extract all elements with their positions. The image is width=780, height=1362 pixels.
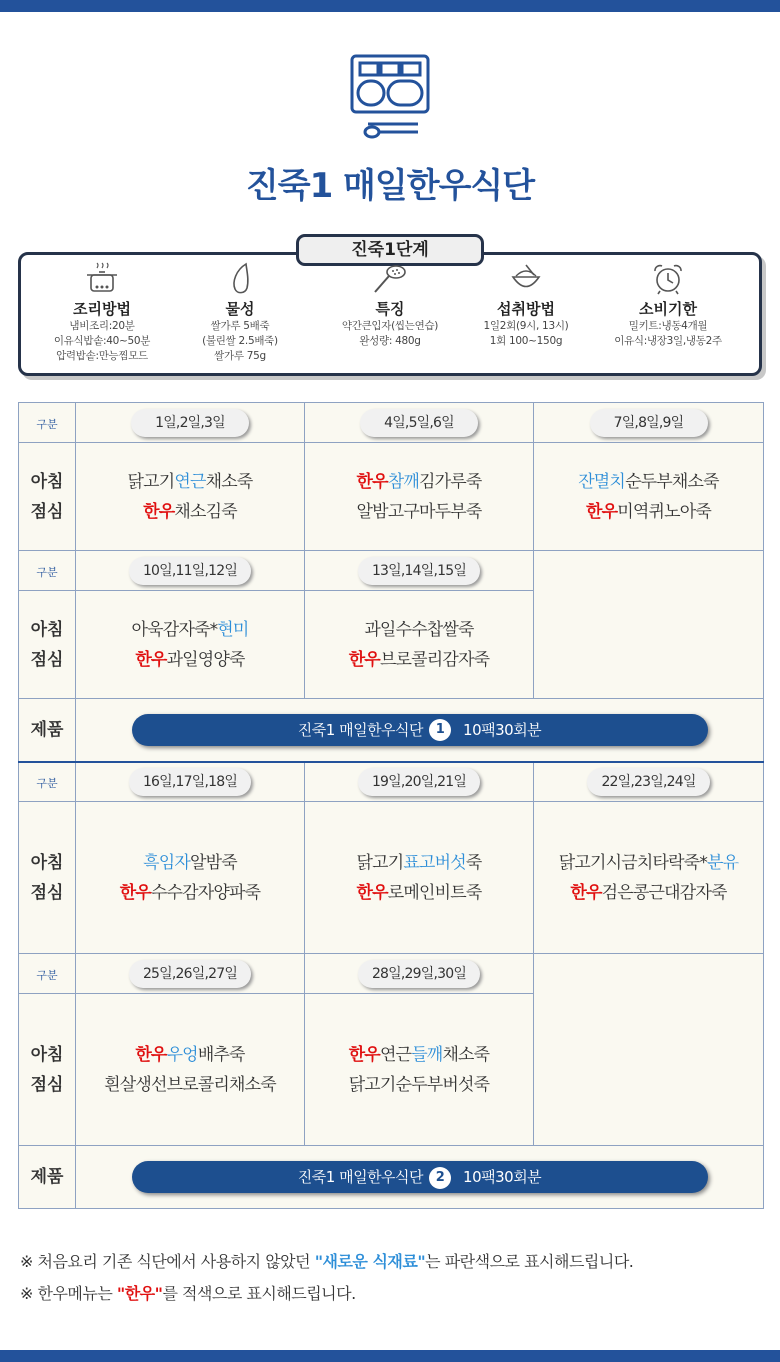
menu-text: 채소죽 <box>205 471 253 492</box>
breakfast-menu <box>305 1040 533 1070</box>
product-label: 제품 <box>19 699 76 762</box>
pot-icon <box>84 262 120 296</box>
menu-text: 미역퀴노아죽 <box>617 501 711 522</box>
info-label: 소비기한 <box>639 300 697 318</box>
days-row <box>19 403 764 443</box>
bottom-bar <box>0 1350 780 1362</box>
days-cell <box>305 762 534 802</box>
meals-row <box>19 443 764 551</box>
days-cell <box>534 403 764 443</box>
menu-text: 잔멸치 <box>578 471 626 492</box>
meal-labels <box>19 994 76 1146</box>
days-pill: 19일,20일,21일 <box>358 768 480 796</box>
info-label: 섭취방법 <box>497 300 555 318</box>
meal-cell <box>76 994 305 1146</box>
lunch-menu <box>305 1070 533 1100</box>
meal-cell <box>305 994 534 1146</box>
breakfast-menu <box>305 615 533 645</box>
days-cell <box>305 954 534 994</box>
info-line: 냄비조리:20분 <box>69 320 135 332</box>
days-cell <box>76 551 305 591</box>
info-line: 밀키트:냉동4개월 <box>628 320 708 332</box>
notes <box>20 1246 760 1310</box>
breakfast-menu <box>76 615 304 645</box>
breakfast-menu <box>534 848 763 878</box>
stage-tab: 진죽1단계 <box>296 234 484 266</box>
lunch-label: 점심 <box>30 501 64 522</box>
product-row <box>19 1146 764 1209</box>
breakfast-menu <box>305 848 533 878</box>
menu-text: 로메인비트죽 <box>387 882 482 903</box>
note-new-ingredient: ※ 처음요리 기존 식단에서 사용하지 않았던 "새로운 식재료"는 파란색으로 표시해드립니다. <box>20 1252 634 1271</box>
product-number-badge: 1 <box>429 719 451 741</box>
menu-text: 한우 <box>135 649 167 670</box>
product-bar <box>132 714 708 746</box>
days-row <box>19 954 764 994</box>
menu-text: 한우 <box>119 882 151 903</box>
rice-scoop-icon <box>372 262 408 296</box>
menu-text: 닭고기 <box>127 471 175 492</box>
meal-cell <box>305 802 534 954</box>
bowl-icon <box>508 262 544 296</box>
lunch-menu <box>305 645 533 675</box>
info-line: 1회 100~150g <box>489 335 563 347</box>
menu-text: 김가루죽 <box>419 471 482 492</box>
info-label: 조리방법 <box>73 300 131 318</box>
product-name: 진죽1 매일한우식단 <box>297 1168 424 1186</box>
meal-cell <box>534 802 764 954</box>
product-cell <box>76 699 764 762</box>
days-row <box>19 762 764 802</box>
info-line: 1일2회(9시, 13시) <box>483 320 569 332</box>
lunch-label: 점심 <box>30 882 64 903</box>
days-pill: 13일,14일,15일 <box>358 557 480 585</box>
menu-text: 한우 <box>143 501 175 522</box>
top-bar <box>0 0 780 12</box>
product-bar <box>132 1161 708 1193</box>
menu-text: 브로콜리감자죽 <box>379 649 490 670</box>
days-pill: 22일,23일,24일 <box>587 768 709 796</box>
menu-text: 과일영양죽 <box>166 649 245 670</box>
gubun-label: 구분 <box>19 762 76 802</box>
info-label: 특징 <box>375 300 405 318</box>
meal-labels <box>19 802 76 954</box>
meal-tray-icon <box>350 54 430 144</box>
menu-text: 표고버섯 <box>403 852 466 873</box>
menu-text: 한우 <box>586 501 618 522</box>
menu-text: 알밤고구마두부죽 <box>356 501 482 522</box>
menu-text: 한우 <box>348 1044 380 1065</box>
menu-text: 과일수수찹쌀죽 <box>364 619 474 640</box>
meal-cell <box>76 443 305 551</box>
days-pill: 4일,5일,6일 <box>360 409 478 437</box>
menu-text: 닭고기 <box>356 852 404 873</box>
product-label: 제품 <box>19 1146 76 1209</box>
meal-labels <box>19 443 76 551</box>
days-cell <box>534 762 764 802</box>
lunch-label: 점심 <box>30 649 64 670</box>
breakfast-label: 아침 <box>30 471 64 492</box>
days-cell <box>76 954 305 994</box>
menu-text: 우엉 <box>166 1044 198 1065</box>
menu-text: 현미 <box>217 619 249 640</box>
product-row <box>19 699 764 762</box>
note-hanwoo: ※ 한우메뉴는 "한우"를 적색으로 표시해드립니다. <box>20 1284 356 1303</box>
days-cell <box>305 551 534 591</box>
days-row <box>19 551 764 591</box>
menu-text: 연근 <box>174 471 206 492</box>
menu-text: 흰살생선브로콜리채소죽 <box>104 1074 276 1095</box>
lunch-label: 점심 <box>30 1074 64 1095</box>
days-cell <box>305 403 534 443</box>
meal-cell <box>305 443 534 551</box>
meal-labels <box>19 591 76 699</box>
breakfast-label: 아침 <box>30 852 64 873</box>
days-pill: 25일,26일,27일 <box>129 960 251 988</box>
empty-cell <box>534 954 764 1146</box>
gubun-label: 구분 <box>19 551 76 591</box>
meal-cell <box>76 591 305 699</box>
menu-text: 연근 <box>379 1044 412 1065</box>
menu-text: 분유 <box>707 852 739 873</box>
empty-cell <box>534 551 764 699</box>
info-expiry <box>598 262 738 349</box>
days-pill: 1일,2일,3일 <box>131 409 249 437</box>
info-cooking <box>32 262 172 364</box>
days-pill: 10일,11일,12일 <box>129 557 251 585</box>
info-line: (불린쌀 2.5배죽) <box>202 335 278 347</box>
menu-text: 참깨 <box>387 471 419 492</box>
menu-text: 한우 <box>135 1044 167 1065</box>
product-number-badge: 2 <box>429 1167 451 1189</box>
days-pill: 16일,17일,18일 <box>129 768 251 796</box>
product-name: 진죽1 매일한우식단 <box>297 720 424 739</box>
days-cell <box>76 762 305 802</box>
meal-cell <box>305 591 534 699</box>
menu-text: 알밤죽 <box>190 852 237 873</box>
lunch-menu <box>76 1070 304 1100</box>
lunch-menu <box>305 878 533 908</box>
info-feature <box>320 262 460 349</box>
meal-cell <box>76 802 305 954</box>
info-line: 완성량: 480g <box>359 335 421 347</box>
menu-text: 채소김죽 <box>174 501 237 522</box>
menu-text: 닭고기순두부버섯죽 <box>348 1074 490 1095</box>
menu-text: 수수감자양파죽 <box>150 882 261 903</box>
breakfast-menu <box>76 467 304 497</box>
menu-text: 흑임자 <box>143 852 190 873</box>
menu-text: 죽 <box>465 852 482 873</box>
menu-text: 아욱감자죽* <box>131 619 218 640</box>
product-quantity: 10팩30회분 <box>463 720 542 739</box>
menu-text: 한우 <box>348 649 380 670</box>
meal-cell <box>534 443 764 551</box>
info-line: 쌀가루 5배죽 <box>210 320 270 332</box>
lunch-menu <box>76 878 304 908</box>
menu-text: 들깨 <box>411 1044 443 1065</box>
gubun-label: 구분 <box>19 954 76 994</box>
lunch-menu <box>76 497 304 527</box>
product-quantity: 10팩30회분 <box>463 1168 542 1186</box>
breakfast-menu <box>534 467 763 497</box>
menu-text: 검은콩근대감자죽 <box>601 882 727 903</box>
info-line: 이유식밥솥:40~50분 <box>53 335 151 347</box>
days-cell <box>76 403 305 443</box>
menu-text: 배추죽 <box>197 1044 245 1065</box>
lunch-menu <box>76 645 304 675</box>
meal-plan-table <box>18 402 764 1209</box>
menu-text: 닭고기시금치타락죽* <box>558 852 708 873</box>
water-drop-icon <box>222 262 258 296</box>
menu-text: 한우 <box>356 471 388 492</box>
menu-text: 한우 <box>570 882 602 903</box>
info-line: 압력밥솥:만능찜모드 <box>56 350 148 362</box>
page-title: 진죽1 매일한우식단 <box>245 166 535 206</box>
info-intake <box>456 262 596 349</box>
lunch-menu <box>534 497 763 527</box>
info-line: 이유식:냉장3일,냉동2주 <box>614 335 722 347</box>
breakfast-label: 아침 <box>30 1044 64 1065</box>
menu-text: 순두부채소죽 <box>625 471 719 492</box>
breakfast-menu <box>305 467 533 497</box>
lunch-menu <box>305 497 533 527</box>
breakfast-menu <box>76 848 304 878</box>
lunch-menu <box>534 878 763 908</box>
info-line: 약간큰입자(씹는연습) <box>341 320 439 332</box>
product-cell <box>76 1146 764 1209</box>
menu-text: 채소죽 <box>442 1044 490 1065</box>
alarm-clock-icon <box>650 262 686 296</box>
gubun-label: 구분 <box>19 403 76 443</box>
days-pill: 28일,29일,30일 <box>358 960 480 988</box>
breakfast-menu <box>76 1040 304 1070</box>
days-pill: 7일,8일,9일 <box>590 409 708 437</box>
meals-row <box>19 802 764 954</box>
info-texture <box>170 262 310 364</box>
info-label: 물성 <box>225 300 255 318</box>
info-line: 쌀가루 75g <box>214 350 266 362</box>
menu-text: 한우 <box>356 882 388 903</box>
breakfast-label: 아침 <box>30 619 64 640</box>
